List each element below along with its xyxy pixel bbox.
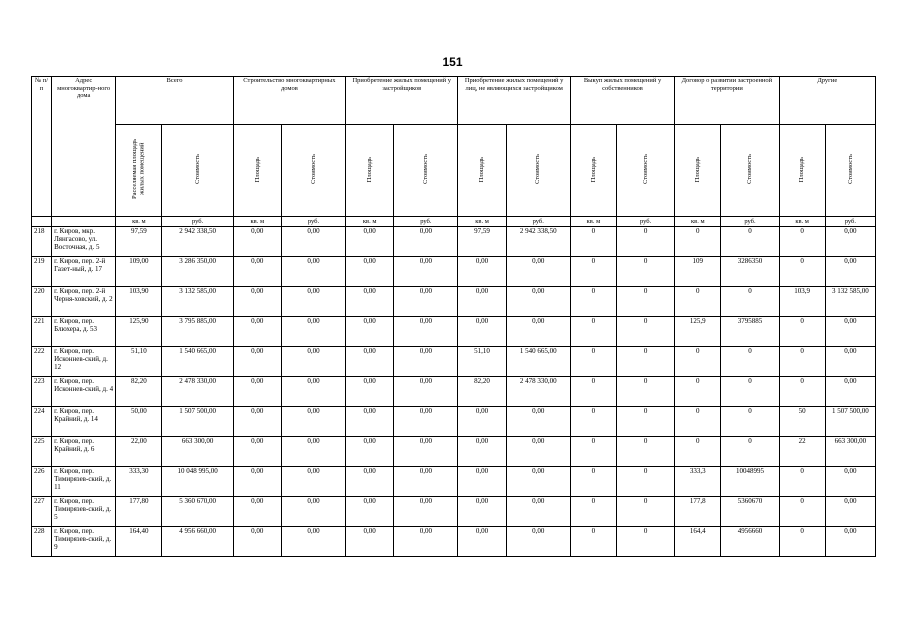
- row-number: 225: [32, 437, 52, 467]
- table-cell: 51,10: [116, 347, 162, 377]
- table-cell: 0,00: [233, 527, 281, 557]
- subheader-cost: Стоимость: [394, 125, 458, 217]
- table-cell: 0,00: [346, 437, 394, 467]
- table-cell: 1 540 665,00: [506, 347, 570, 377]
- table-cell: 0,00: [394, 287, 458, 317]
- header-purchase-developers: Приобретение жилых помещений у застройщиков: [346, 77, 458, 125]
- table-cell: 0,00: [394, 377, 458, 407]
- table-cell: 2 942 338,50: [506, 227, 570, 257]
- table-cell: 51,10: [458, 347, 506, 377]
- table-row: [32, 227, 876, 257]
- table-row: [32, 257, 876, 287]
- table-cell: 0,00: [458, 287, 506, 317]
- table-row: [32, 407, 876, 437]
- table-cell: 0: [616, 317, 674, 347]
- table-cell: 0: [675, 437, 721, 467]
- subheader-area: Площадь: [779, 125, 825, 217]
- table-cell: 0,00: [281, 407, 345, 437]
- table-cell: 0: [570, 227, 616, 257]
- table-cell: 0,00: [506, 407, 570, 437]
- table-cell: 0,00: [281, 347, 345, 377]
- table-cell: 0: [616, 437, 674, 467]
- subheader-area: Площадь: [458, 125, 506, 217]
- table-cell: 0: [675, 347, 721, 377]
- table-cell: 0,00: [346, 407, 394, 437]
- table-cell: 82,20: [458, 377, 506, 407]
- row-address: г. Киров, пер. Крайний, д. 6: [52, 437, 116, 467]
- table-cell: 0,00: [281, 497, 345, 527]
- table-cell: 0: [721, 437, 779, 467]
- resettlement-table: [31, 76, 876, 557]
- table-cell: 0,00: [825, 467, 875, 497]
- table-cell: 0,00: [506, 527, 570, 557]
- table-cell: 0: [570, 497, 616, 527]
- row-number: 218: [32, 227, 52, 257]
- table-cell: 0,00: [394, 227, 458, 257]
- table-cell: 0,00: [506, 287, 570, 317]
- unit-cell: кв. м: [116, 217, 162, 227]
- table-cell: 50: [779, 407, 825, 437]
- table-cell: 0,00: [233, 497, 281, 527]
- table-cell: 5360670: [721, 497, 779, 527]
- table-cell: 164,40: [116, 527, 162, 557]
- table-row: [32, 377, 876, 407]
- table-cell: 0,00: [233, 257, 281, 287]
- unit-cell: руб.: [616, 217, 674, 227]
- row-address: г. Киров, мкр. Лянгасово, ул. Восточная, д. 5: [52, 227, 116, 257]
- table-cell: 22,00: [116, 437, 162, 467]
- table-cell: 0: [570, 437, 616, 467]
- unit-cell: руб.: [825, 217, 875, 227]
- row-number: 223: [32, 377, 52, 407]
- table-cell: 0: [779, 347, 825, 377]
- table-cell: 0: [675, 407, 721, 437]
- table-cell: 0: [779, 377, 825, 407]
- table-cell: 0: [721, 287, 779, 317]
- header-other: Другие: [779, 77, 875, 125]
- subheader-area: Площадь: [675, 125, 721, 217]
- header-construction: Строительство многоквартирных домов: [233, 77, 345, 125]
- table-cell: 0,00: [825, 257, 875, 287]
- table-cell: 0,00: [281, 257, 345, 287]
- table-cell: 1 507 500,00: [162, 407, 233, 437]
- table-cell: 0: [570, 527, 616, 557]
- table-cell: 0: [779, 257, 825, 287]
- page-number: 151: [442, 55, 463, 69]
- table-cell: 0,00: [394, 257, 458, 287]
- table-cell: 164,4: [675, 527, 721, 557]
- table-cell: 0: [721, 347, 779, 377]
- subheader-cost: Стоимость: [825, 125, 875, 217]
- table-cell: 0: [570, 317, 616, 347]
- table-cell: 0,00: [346, 317, 394, 347]
- table-cell: 0,00: [458, 527, 506, 557]
- table-cell: 663 300,00: [162, 437, 233, 467]
- table-cell: 0,00: [825, 377, 875, 407]
- table-cell: 0,00: [233, 347, 281, 377]
- table-cell: 10 048 995,00: [162, 467, 233, 497]
- subheader-cost: Стоимость: [616, 125, 674, 217]
- table-cell: 0,00: [281, 467, 345, 497]
- table-cell: 0,00: [281, 527, 345, 557]
- unit-cell: кв. м: [570, 217, 616, 227]
- unit-cell: кв. м: [675, 217, 721, 227]
- table-cell: 0,00: [458, 437, 506, 467]
- table-cell: 0: [721, 227, 779, 257]
- subheader-resettled-area: Расселяемая площадь жилых помещений: [116, 125, 162, 217]
- table-cell: 0,00: [346, 257, 394, 287]
- table-row: [32, 527, 876, 557]
- table-row: [32, 497, 876, 527]
- table-cell: 5 360 670,00: [162, 497, 233, 527]
- table-cell: 103,9: [779, 287, 825, 317]
- table-cell: 0,00: [458, 497, 506, 527]
- table-cell: 4956660: [721, 527, 779, 557]
- table-cell: 10048995: [721, 467, 779, 497]
- table-cell: 0,00: [233, 467, 281, 497]
- table-cell: 0: [616, 347, 674, 377]
- table-cell: 0: [616, 527, 674, 557]
- row-number: 219: [32, 257, 52, 287]
- table-row: [32, 317, 876, 347]
- table-cell: 22: [779, 437, 825, 467]
- table-cell: 0,00: [458, 407, 506, 437]
- header-development-agreement: Договор о развитии застроенной территории: [675, 77, 779, 125]
- row-number: 224: [32, 407, 52, 437]
- row-address: г. Киров, пер. 2-й Черня-ховский, д. 2: [52, 287, 116, 317]
- table-cell: 0: [616, 377, 674, 407]
- table-cell: 0,00: [825, 317, 875, 347]
- header-num: № п/п: [32, 77, 52, 217]
- subheader-cost: Стоимость: [162, 125, 233, 217]
- unit-cell: кв. м: [779, 217, 825, 227]
- table-cell: 0,00: [825, 347, 875, 377]
- table-cell: 0,00: [233, 407, 281, 437]
- table-cell: 103,90: [116, 287, 162, 317]
- row-address: г. Киров, пер. Крайний, д. 14: [52, 407, 116, 437]
- table-cell: 0,00: [233, 437, 281, 467]
- row-number: 226: [32, 467, 52, 497]
- table-cell: 0: [779, 317, 825, 347]
- table-cell: 0,00: [346, 527, 394, 557]
- header-address: Адрес многоквартир-ного дома: [52, 77, 116, 217]
- table-cell: 177,80: [116, 497, 162, 527]
- table-row: [32, 347, 876, 377]
- table-cell: 333,3: [675, 467, 721, 497]
- table-cell: 0,00: [506, 317, 570, 347]
- table-cell: 3 795 885,00: [162, 317, 233, 347]
- subheader-cost: Стоимость: [506, 125, 570, 217]
- table-cell: 0,00: [394, 497, 458, 527]
- table-cell: 3 286 350,00: [162, 257, 233, 287]
- table-cell: 3 132 585,00: [825, 287, 875, 317]
- row-address: г. Киров, пер. 2-й Газет-ный, д. 17: [52, 257, 116, 287]
- unit-cell: руб.: [394, 217, 458, 227]
- table-cell: 0: [779, 227, 825, 257]
- unit-cell: кв. м: [458, 217, 506, 227]
- table-cell: 0: [779, 527, 825, 557]
- table-cell: 109: [675, 257, 721, 287]
- subheader-cost: Стоимость: [281, 125, 345, 217]
- table-cell: 0,00: [281, 287, 345, 317]
- unit-cell: руб.: [281, 217, 345, 227]
- row-address: г. Киров, пер. Тимирязев-ский, д. 9: [52, 527, 116, 557]
- table-cell: 0,00: [825, 497, 875, 527]
- table-cell: 125,90: [116, 317, 162, 347]
- table-cell: 0,00: [825, 527, 875, 557]
- header-total: Всего: [116, 77, 233, 125]
- subheader-area: Площадь: [346, 125, 394, 217]
- row-number: 227: [32, 497, 52, 527]
- table-cell: 0,00: [346, 497, 394, 527]
- subheader-area: Площадь: [233, 125, 281, 217]
- table-cell: 0: [721, 377, 779, 407]
- table-cell: 109,00: [116, 257, 162, 287]
- table-cell: 0,00: [346, 287, 394, 317]
- table-cell: 177,8: [675, 497, 721, 527]
- table-cell: 663 300,00: [825, 437, 875, 467]
- table-row: [32, 437, 876, 467]
- table-cell: 0: [779, 467, 825, 497]
- unit-cell: руб.: [721, 217, 779, 227]
- table-cell: 0,00: [394, 437, 458, 467]
- table-cell: 0,00: [281, 377, 345, 407]
- unit-cell: руб.: [162, 217, 233, 227]
- table-cell: 0,00: [346, 227, 394, 257]
- table-cell: 0,00: [233, 227, 281, 257]
- row-address: г. Киров, пер. Исконнев-ский, д. 12: [52, 347, 116, 377]
- table-cell: 333,30: [116, 467, 162, 497]
- row-address: г. Киров, пер. Блюхера, д. 53: [52, 317, 116, 347]
- header-buyout: Выкуп жилых помещений у собственников: [570, 77, 674, 125]
- table-cell: 0: [721, 407, 779, 437]
- table-cell: 97,59: [458, 227, 506, 257]
- table-cell: 1 540 665,00: [162, 347, 233, 377]
- table-cell: 0,00: [506, 467, 570, 497]
- table-cell: 0,00: [394, 347, 458, 377]
- row-number: 220: [32, 287, 52, 317]
- table-cell: 0: [616, 467, 674, 497]
- table-cell: 0: [570, 347, 616, 377]
- table-cell: 0: [675, 227, 721, 257]
- row-number: 228: [32, 527, 52, 557]
- table-cell: 125,9: [675, 317, 721, 347]
- table-cell: 0: [570, 377, 616, 407]
- table-row: [32, 467, 876, 497]
- table-cell: 0,00: [346, 467, 394, 497]
- subheader-area: Площадь: [570, 125, 616, 217]
- table-cell: 3795885: [721, 317, 779, 347]
- row-number: 222: [32, 347, 52, 377]
- table-cell: 82,20: [116, 377, 162, 407]
- header-purchase-non-developers: Приобретение жилых помещений у лиц, не являющихся застройщиком: [458, 77, 570, 125]
- table-cell: 0: [675, 377, 721, 407]
- table-cell: 0: [616, 287, 674, 317]
- table-cell: 2 478 330,00: [162, 377, 233, 407]
- table-cell: 0: [779, 497, 825, 527]
- unit-cell: кв. м: [233, 217, 281, 227]
- table-cell: 3286350: [721, 257, 779, 287]
- units-row: [32, 217, 876, 227]
- table-cell: 0,00: [346, 377, 394, 407]
- unit-cell: кв. м: [346, 217, 394, 227]
- table-cell: 0,00: [506, 257, 570, 287]
- table-cell: 0: [616, 257, 674, 287]
- table-cell: 1 507 500,00: [825, 407, 875, 437]
- table-cell: 0: [570, 407, 616, 437]
- row-number: 221: [32, 317, 52, 347]
- unit-cell: руб.: [506, 217, 570, 227]
- table-cell: 0: [570, 257, 616, 287]
- table-cell: 3 132 585,00: [162, 287, 233, 317]
- table-cell: 0,00: [825, 227, 875, 257]
- table-cell: 0,00: [506, 497, 570, 527]
- table-cell: 0,00: [458, 257, 506, 287]
- subheader-cost: Стоимость: [721, 125, 779, 217]
- table-cell: 0,00: [506, 437, 570, 467]
- table-cell: 0,00: [346, 347, 394, 377]
- table-cell: 0,00: [233, 317, 281, 347]
- table-cell: 0,00: [458, 467, 506, 497]
- table-cell: 0,00: [233, 287, 281, 317]
- row-address: г. Киров, пер. Тимирязев-ский, д. 11: [52, 467, 116, 497]
- table-cell: 0,00: [281, 317, 345, 347]
- table-cell: 0,00: [394, 407, 458, 437]
- table-cell: 0: [616, 227, 674, 257]
- table-cell: 97,59: [116, 227, 162, 257]
- row-address: г. Киров, пер. Тимирязев-ский, д. 5: [52, 497, 116, 527]
- table-cell: 2 942 338,50: [162, 227, 233, 257]
- table-cell: 0,00: [458, 317, 506, 347]
- table-cell: 0,00: [394, 467, 458, 497]
- table-cell: 0,00: [281, 227, 345, 257]
- table-cell: 4 956 660,00: [162, 527, 233, 557]
- table-cell: 0: [675, 287, 721, 317]
- table-cell: 0,00: [394, 317, 458, 347]
- table-row: [32, 287, 876, 317]
- table-cell: 0,00: [233, 377, 281, 407]
- table-cell: 0,00: [394, 527, 458, 557]
- table-cell: 2 478 330,00: [506, 377, 570, 407]
- table-cell: 0: [616, 407, 674, 437]
- table-cell: 0: [570, 287, 616, 317]
- table-cell: 0,00: [281, 437, 345, 467]
- table-cell: 0: [570, 467, 616, 497]
- table-cell: 0: [616, 497, 674, 527]
- table-cell: 50,00: [116, 407, 162, 437]
- row-address: г. Киров, пер. Исконнев-ский, д. 4: [52, 377, 116, 407]
